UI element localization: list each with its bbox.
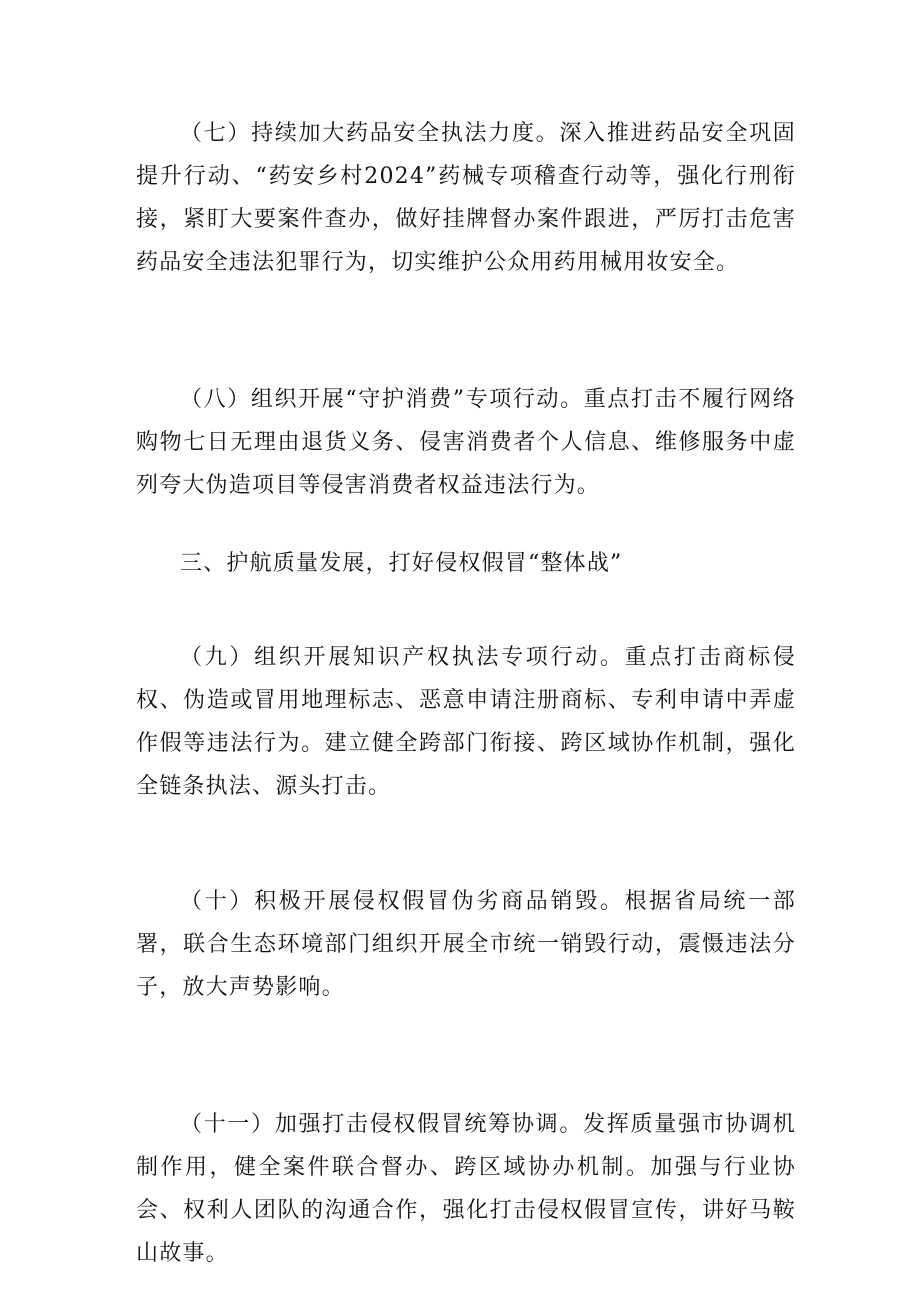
paragraph-ip-enforcement: （九）组织开展知识产权执法专项行动。重点打击商标侵权、伪造或冒用地理标志、恶意申请注册商标、专利申请中弄虚作假等违法行为。建立健全跨部门衔接、跨区域协作机制，强化全链条执法、源头打击。: [136, 645, 796, 799]
paragraph-consumer-protection: （八）组织开展“守护消费”专项行动。重点打击不履行网络购物七日无理由退货义务、侵害消费者个人信息、维修服务中虚列夸大伪造项目等侵害消费者权益违法行为。: [136, 387, 796, 498]
paragraph-drug-safety-enforcement: （七）持续加大药品安全执法力度。深入推进药品安全巩固提升行动、“药安乡村2024”药械专项稽查行动等，强化行刑衔接，紧盯大要案件查办，做好挂牌督办案件跟进，严厉打击危害药品安全违法犯罪行为，切实维护公众用药用械用妆安全。: [136, 121, 796, 275]
paragraph-counterfeit-destruction: （十）积极开展侵权假冒伪劣商品销毁。根据省局统一部署，联合生态环境部门组织开展全市统一销毁行动，震慑违法分子，放大声势影响。: [136, 889, 796, 1000]
section-heading-three: 三、护航质量发展，打好侵权假冒“整体战”: [180, 551, 623, 576]
paragraph-coordination: （十一）加强打击侵权假冒统筹协调。发挥质量强市协调机制作用，健全案件联合督办、跨区域协办机制。加强与行业协会、权利人团队的沟通合作，强化打击侵权假冒宣传，讲好马鞍山故事。: [136, 1112, 796, 1266]
